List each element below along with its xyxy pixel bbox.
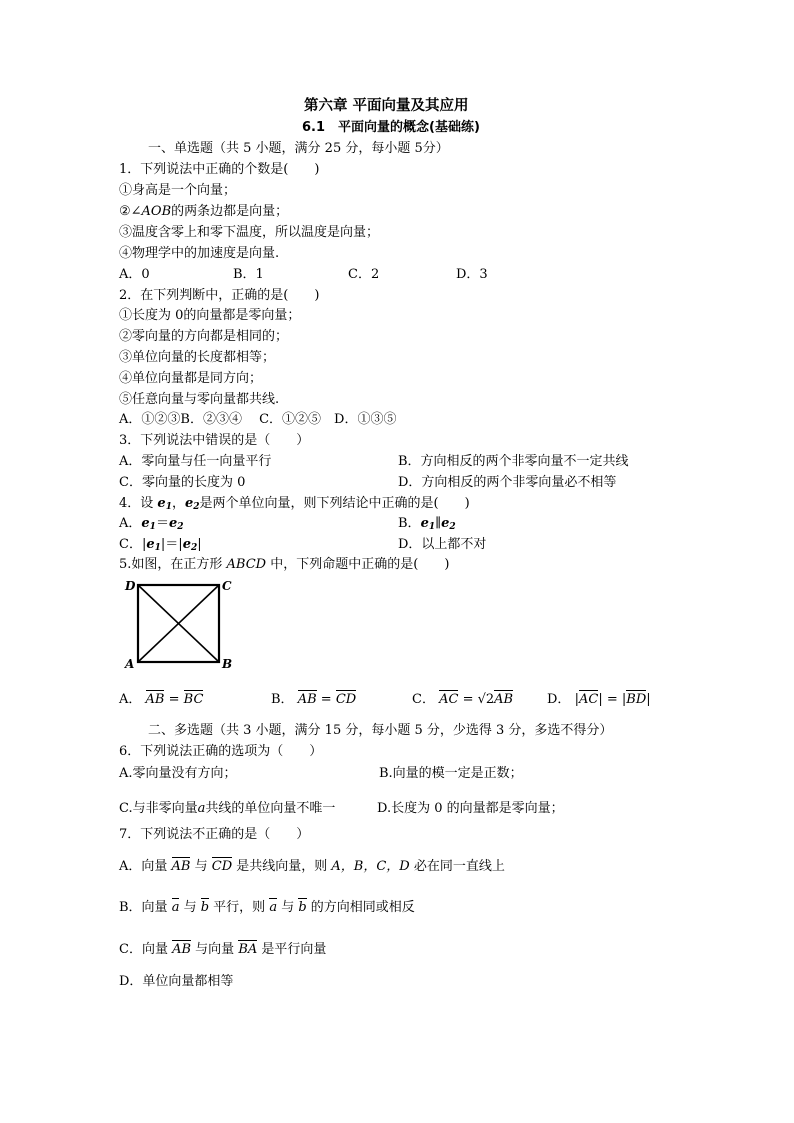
q4-option-b[interactable]: B．$e_1\parallel e_2$: [398, 516, 456, 532]
q6-stem: 6．下列说法正确的选项为（ ）: [119, 744, 323, 759]
q5-option-a[interactable]: A． AB = BC: [119, 692, 204, 707]
q7-option-a[interactable]: A．向量 AB 与 CD 是共线向量，则 A，B，C，D 必在同一直线上: [119, 859, 505, 874]
q6-option-b[interactable]: B.向量的模一定是正数；: [379, 766, 523, 781]
q3-stem: 3．下列说法中错误的是（ ）: [119, 433, 310, 448]
q1-item-4: ④物理学中的加速度是向量.: [119, 246, 280, 261]
q5-option-c[interactable]: C． AC = √2AB: [412, 692, 514, 707]
q5-stem: 5.如图，在正方形 ABCD 中，下列命题中正确的是( ): [119, 557, 450, 572]
q2-item-5: ⑤任意向量与零向量都共线.: [119, 392, 280, 407]
q5-option-b[interactable]: B． AB = CD: [271, 692, 357, 707]
label-b: B: [222, 657, 233, 671]
label-a: A: [125, 657, 135, 671]
chapter-title: 第六章 平面向量及其应用: [304, 98, 469, 114]
q7-option-d[interactable]: D．单位向量都相等: [119, 974, 234, 989]
q4-option-d[interactable]: D．以上都不对: [398, 537, 487, 552]
q5-option-d[interactable]: D． |AC| = |BD|: [547, 692, 651, 707]
q1-stem: 1．下列说法中正确的个数是( ): [119, 162, 320, 177]
q3-option-a[interactable]: A．零向量与任一向量平行: [119, 454, 272, 469]
q6-option-c[interactable]: C.与非零向量a共线的单位向量不唯一: [119, 801, 336, 816]
q6-option-a[interactable]: A.零向量没有方向；: [119, 766, 237, 781]
q3-option-d[interactable]: D．方向相反的两个非零向量必不相等: [398, 475, 617, 490]
q1-option-c[interactable]: C．2: [348, 267, 380, 282]
q1-item-3: ③温度含零上和零下温度，所以温度是向量；: [119, 225, 380, 240]
q2-stem: 2．在下列判断中，正确的是( ): [119, 288, 320, 303]
label-d: D: [125, 579, 136, 593]
q6-option-d[interactable]: D.长度为 0 的向量都是零向量；: [377, 801, 564, 816]
square-figure: [124, 576, 234, 676]
q2-item-4: ④单位向量都是同方向；: [119, 371, 263, 386]
q2-item-2: ②零向量的方向都是相同的；: [119, 329, 289, 344]
q1-option-a[interactable]: A．0: [119, 267, 150, 282]
section2-heading: 二、多选题（共 3 小题，满分 15 分，每小题 5 分，少选得 3 分，多选不得分）: [148, 723, 613, 738]
q1-item-2: ②∠AOB的两条边都是向量；: [119, 204, 289, 219]
q4-option-c[interactable]: C．$|e_1|=|e_2|$: [119, 537, 202, 553]
q3-option-c[interactable]: C．零向量的长度为 0: [119, 475, 246, 490]
q4-option-a[interactable]: A．$e_1=e_2$: [119, 516, 184, 532]
q7-option-c[interactable]: C．向量 AB 与向量 BA 是平行向量: [119, 942, 327, 957]
q2-item-3: ③单位向量的长度都相等；: [119, 350, 276, 365]
q3-option-b[interactable]: B．方向相反的两个非零向量不一定共线: [398, 454, 629, 469]
section-title: 6.1 平面向量的概念(基础练): [302, 120, 480, 135]
q4-stem: 4．设 $e_1$，$e_2$是两个单位向量，则下列结论中正确的是( ): [119, 496, 470, 512]
q1-item-1: ①身高是一个向量；: [119, 183, 237, 198]
q2-item-1: ①长度为 0的向量都是零向量；: [119, 308, 301, 323]
q1-option-b[interactable]: B．1: [233, 267, 264, 282]
q1-option-d[interactable]: D．3: [456, 267, 488, 282]
section1-heading: 一、单选题（共 5 小题，满分 25 分，每小题 5分）: [148, 141, 449, 156]
q2-options[interactable]: A．①②③B．②③④ C．①②⑤ D．①③⑤: [119, 412, 397, 427]
q7-option-b[interactable]: B．向量 a 与 b 平行，则 a 与 b 的方向相同或相反: [119, 900, 415, 915]
q7-stem: 7．下列说法不正确的是（ ）: [119, 827, 310, 842]
label-c: C: [222, 579, 232, 593]
